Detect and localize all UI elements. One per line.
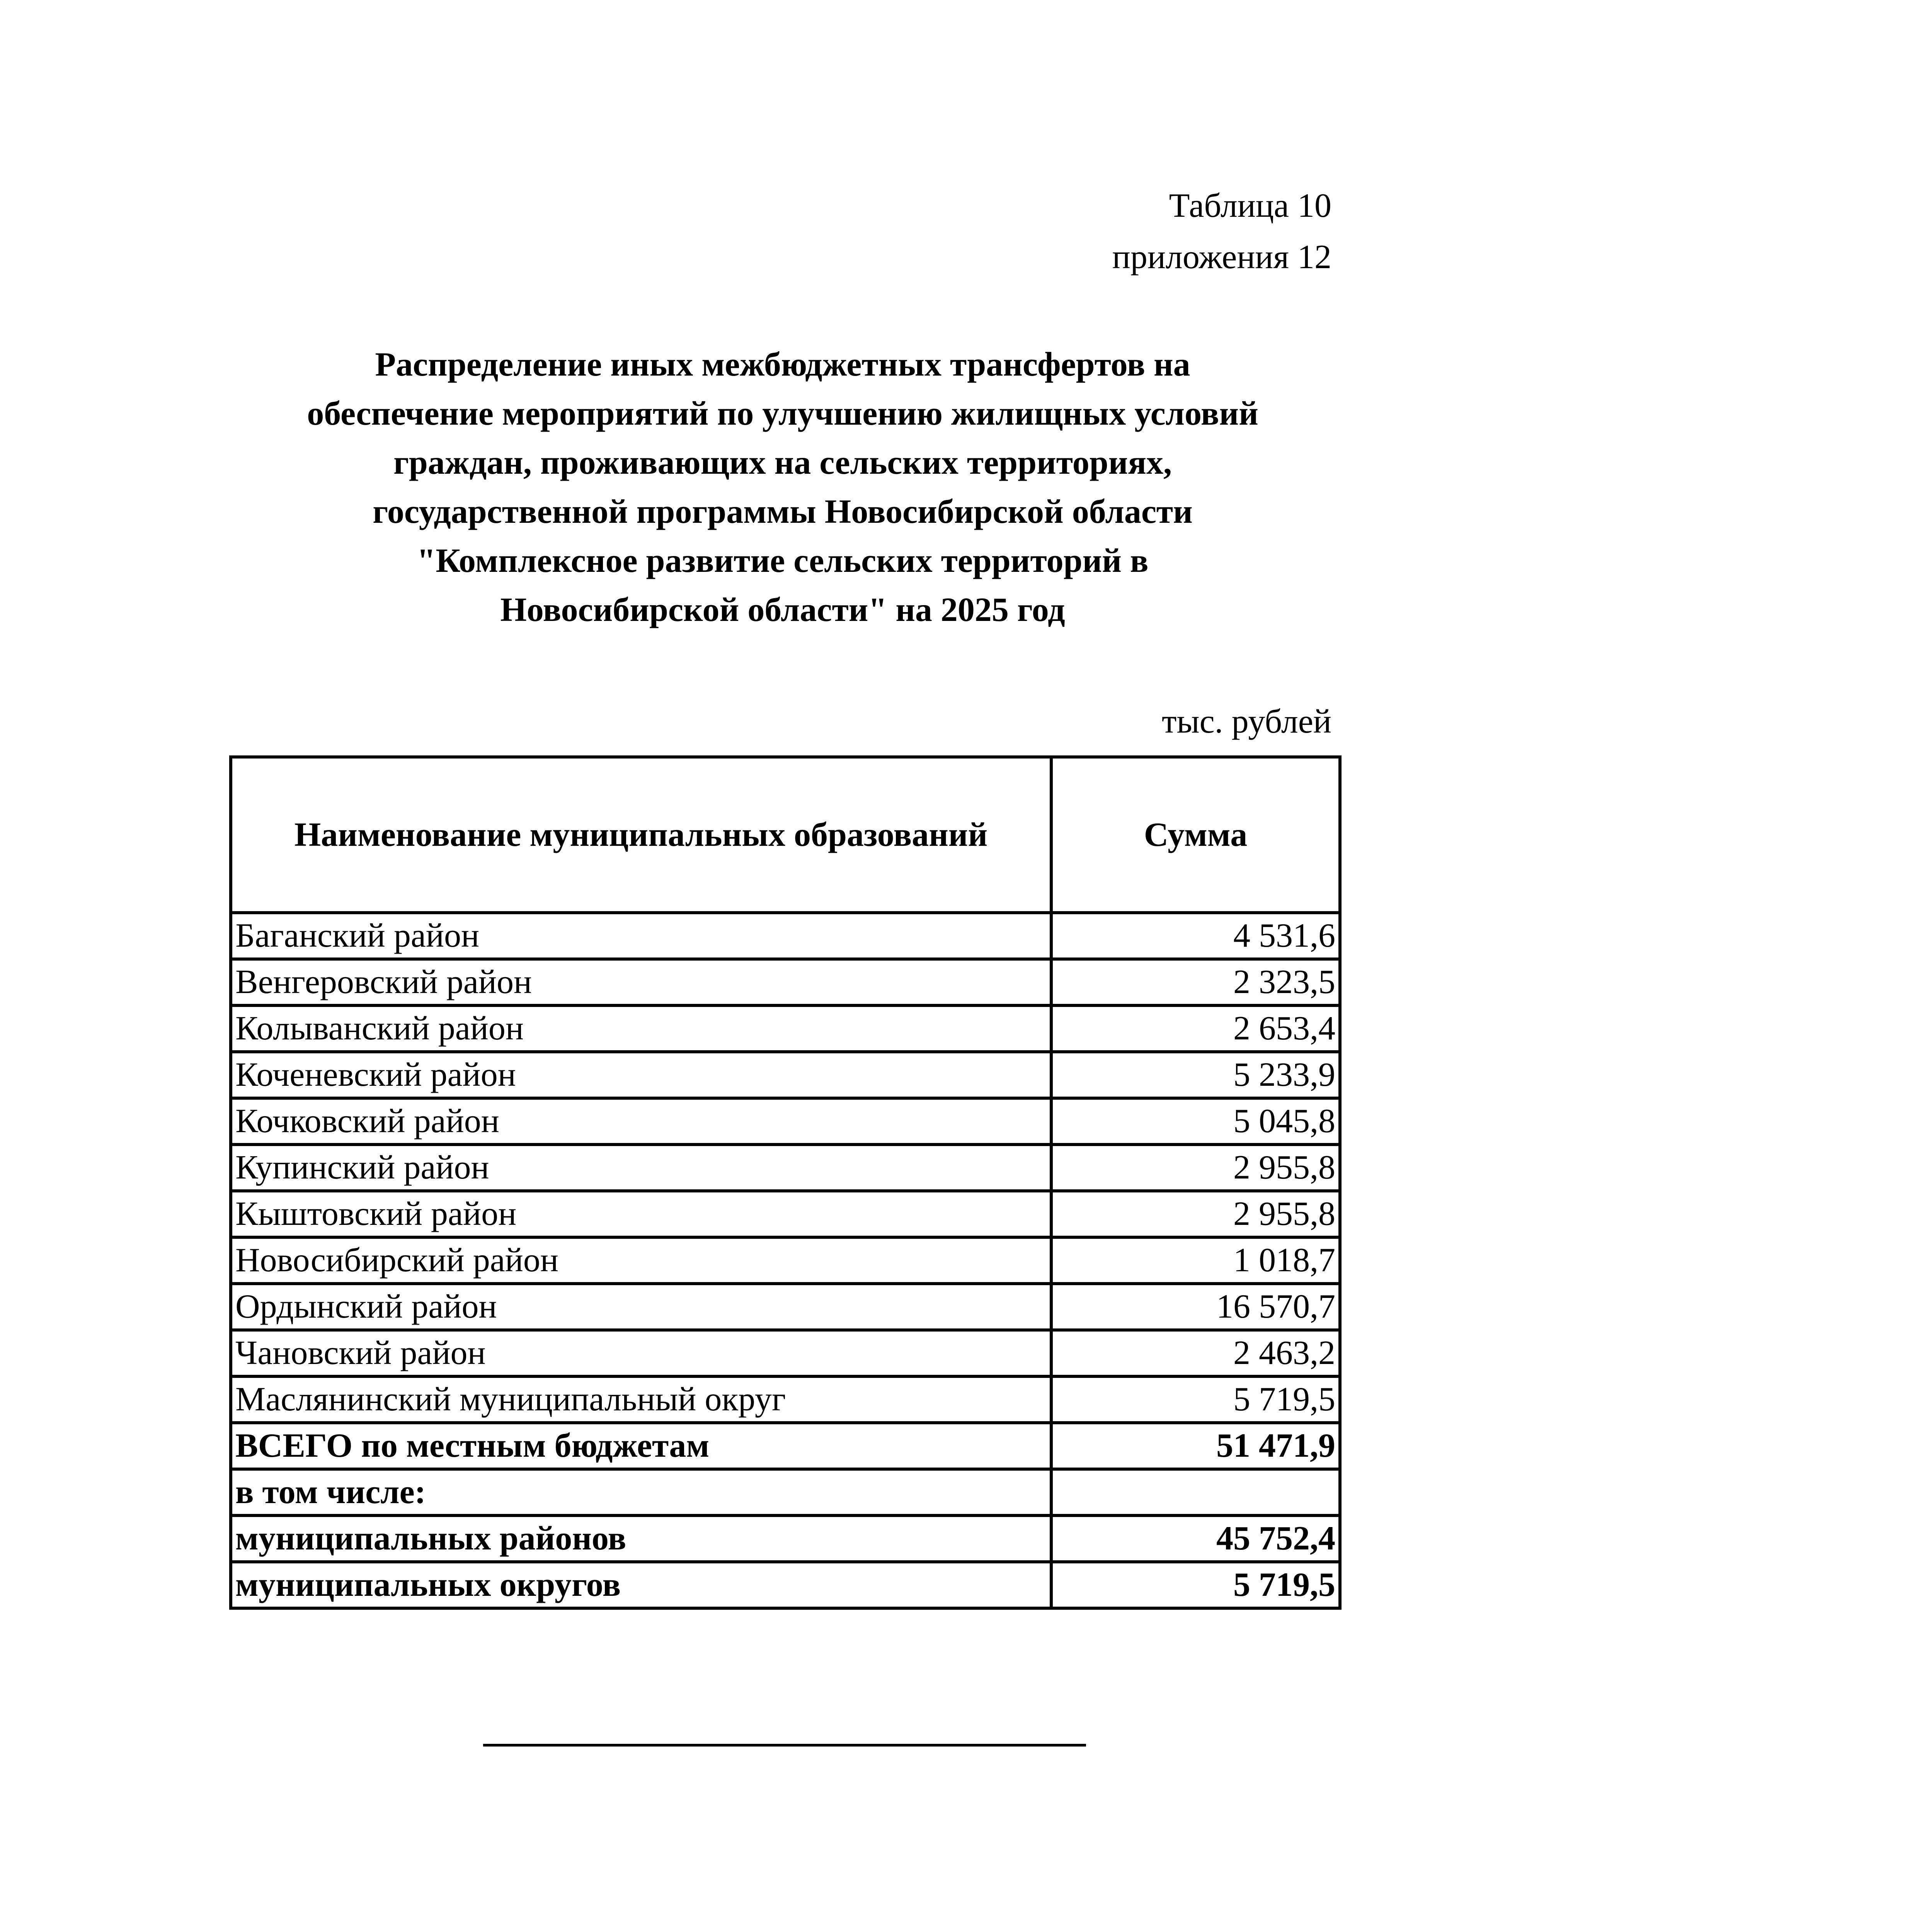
row-name: Ордынский район [231,1284,1051,1330]
row-name: Колыванский район [231,1005,1051,1052]
title-line: Распределение иных межбюджетных трансфертов на [375,346,1190,383]
end-of-document-rule [483,1744,1086,1747]
column-header-sum: Сумма [1051,757,1340,913]
row-sum: 1 018,7 [1051,1237,1340,1284]
including-row [231,1469,1340,1515]
row-name: Чановский район [231,1330,1051,1376]
table-header-row [231,757,1340,913]
column-header-name: Наименование муниципальных образований [231,757,1051,913]
units-label: тыс. рублей [1162,703,1331,740]
total-row-name: ВСЕГО по местным бюджетам [231,1423,1051,1469]
districts-subtotal-row [231,1515,1340,1562]
table-row [231,1005,1340,1052]
districts-subtotal-sum: 45 752,4 [1051,1515,1340,1562]
row-name: Кочковский район [231,1098,1051,1145]
row-sum: 2 955,8 [1051,1145,1340,1191]
title-line: обеспечение мероприятий по улучшению жилищных условий [307,395,1258,432]
okrugs-subtotal-sum: 5 719,5 [1051,1562,1340,1608]
table-number-label: Таблица 10 [1169,187,1331,224]
table-row [231,1145,1340,1191]
row-sum: 5 045,8 [1051,1098,1340,1145]
including-row-name: в том числе: [231,1469,1051,1515]
table-row [231,1237,1340,1284]
row-sum: 5 719,5 [1051,1376,1340,1423]
row-sum: 2 463,2 [1051,1330,1340,1376]
table-row [231,1376,1340,1423]
table-row [231,1284,1340,1330]
table-row [231,1052,1340,1098]
row-name: Маслянинский муниципальный округ [231,1376,1051,1423]
title-line: граждан, проживающих на сельских территориях, [393,444,1172,481]
districts-subtotal-name: муниципальных районов [231,1515,1051,1562]
row-sum: 16 570,7 [1051,1284,1340,1330]
table-row [231,913,1340,959]
appendix-label: приложения 12 [1112,238,1331,276]
table-row [231,959,1340,1005]
total-row-sum: 51 471,9 [1051,1423,1340,1469]
table-row [231,1191,1340,1237]
okrugs-subtotal-name: муниципальных округов [231,1562,1051,1608]
table-row [231,1098,1340,1145]
row-sum: 2 653,4 [1051,1005,1340,1052]
total-row [231,1423,1340,1469]
title-line: государственной программы Новосибирской области [373,493,1193,531]
row-name: Коченевский район [231,1052,1051,1098]
document-title [228,340,1337,634]
row-sum: 5 233,9 [1051,1052,1340,1098]
row-sum: 2 955,8 [1051,1191,1340,1237]
table-row [231,1330,1340,1376]
title-line: "Комплексное развитие сельских территорий в [417,542,1149,580]
distribution-table [229,755,1342,1610]
including-row-sum [1051,1469,1340,1515]
row-name: Венгеровский район [231,959,1051,1005]
row-name: Новосибирский район [231,1237,1051,1284]
row-name: Кыштовский район [231,1191,1051,1237]
title-line: Новосибирской области" на 2025 год [500,591,1065,629]
row-sum: 4 531,6 [1051,913,1340,959]
row-sum: 2 323,5 [1051,959,1340,1005]
row-name: Баганский район [231,913,1051,959]
okrugs-subtotal-row [231,1562,1340,1608]
row-name: Купинский район [231,1145,1051,1191]
